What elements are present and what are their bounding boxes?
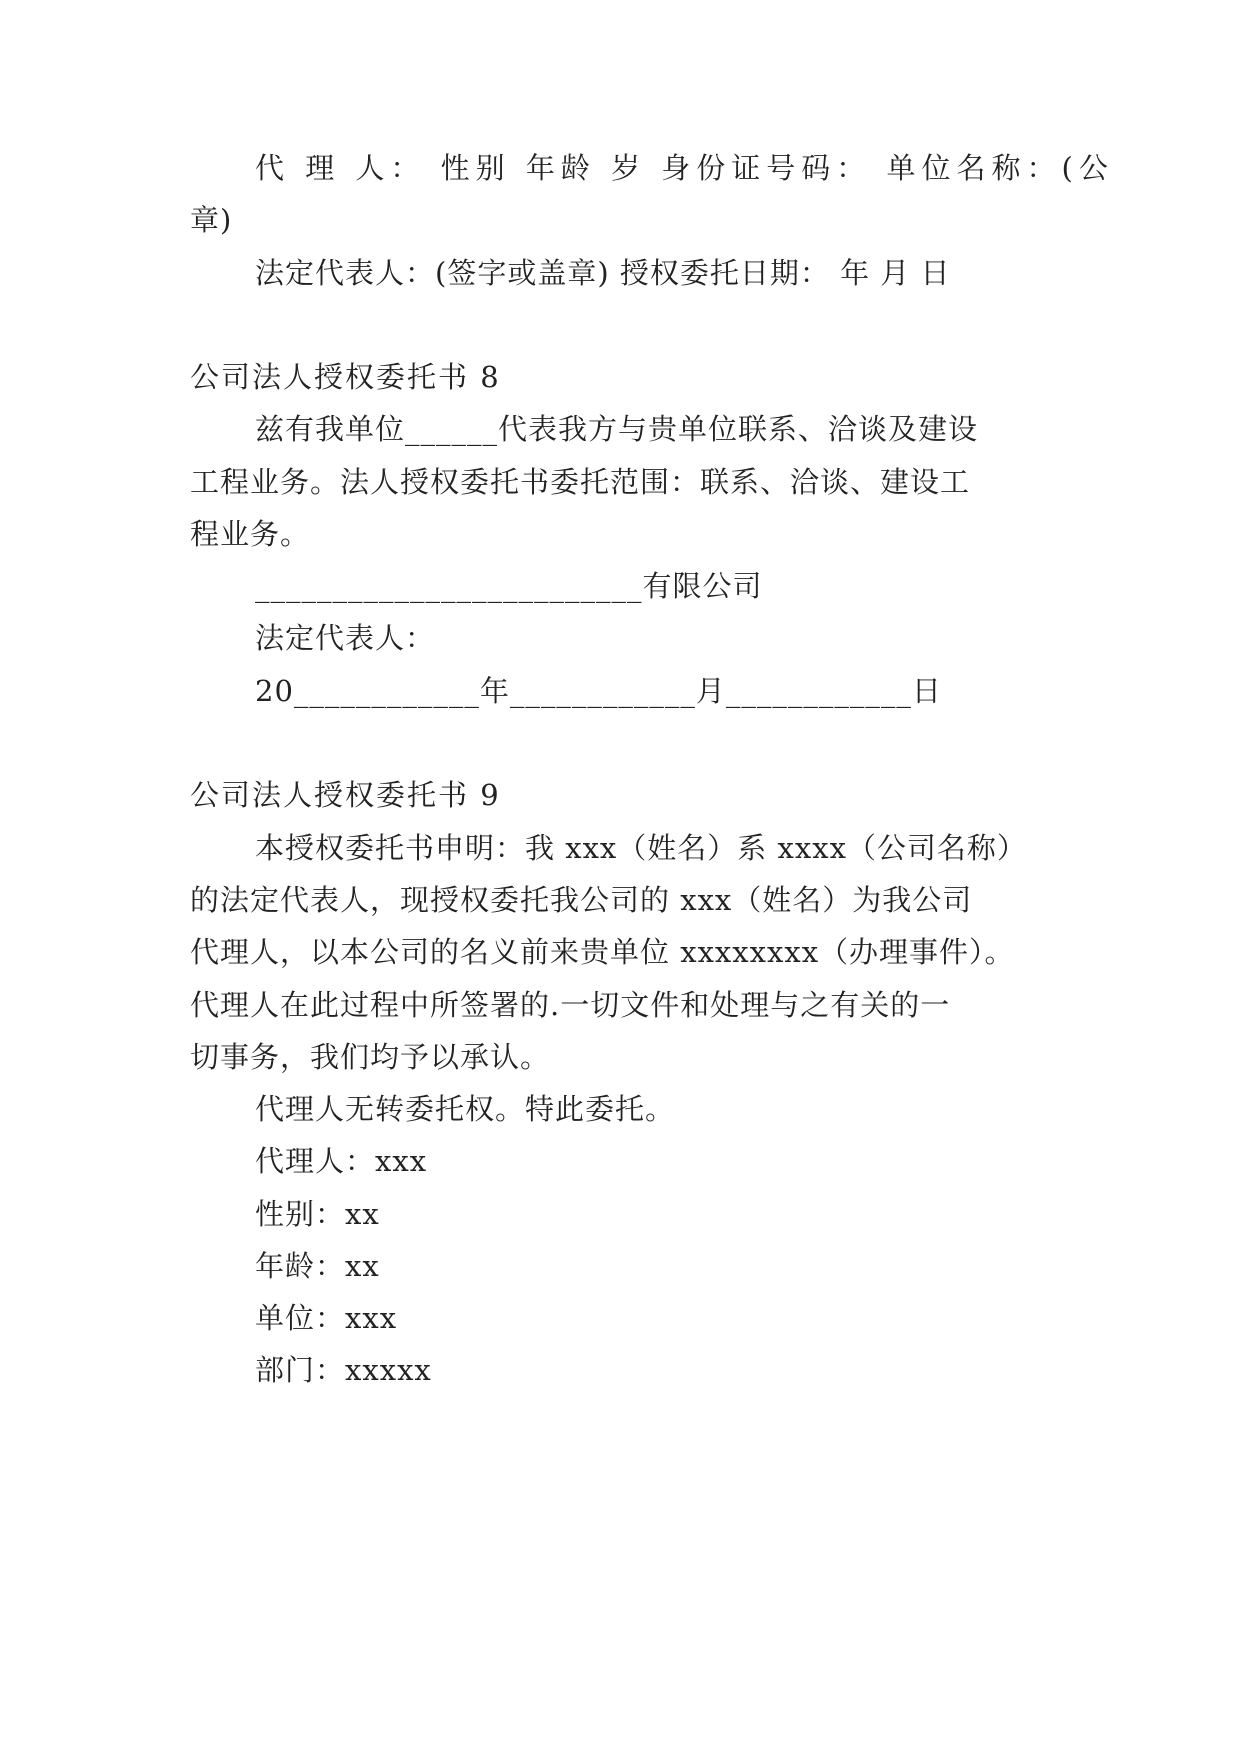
legal-rep-label: 法定代表人： bbox=[255, 621, 436, 655]
unit-field: 单位：xxx bbox=[255, 1301, 398, 1335]
section-9-para-line: 的法定代表人，现授权委托我公司的 xxx（姓名）为我公司 bbox=[190, 883, 973, 917]
agent-info-line: 代 理 人： 性别 年龄 岁 身份证号码： 单位名称：(公 bbox=[255, 151, 1114, 185]
agent-field: 代理人：xxx bbox=[255, 1144, 428, 1178]
section-8-para-line: 程业务。 bbox=[190, 517, 311, 551]
company-name-line: _________________________有限公司 bbox=[255, 569, 763, 603]
department-field: 部门：xxxxx bbox=[255, 1353, 432, 1387]
no-transfer-statement: 代理人无转委托权。特此委托。 bbox=[255, 1092, 676, 1126]
date-line: 20____________年____________月____________日 bbox=[255, 674, 942, 708]
section-9-para-line: 代理人在此过程中所签署的.一切文件和处理与之有关的一 bbox=[190, 988, 951, 1022]
legal-rep-date-line: 法定代表人：(签字或盖章) 授权委托日期： 年 月 日 bbox=[255, 256, 951, 290]
age-field: 年龄：xx bbox=[255, 1249, 380, 1283]
section-8-para-line: 兹有我单位______代表我方与贵单位联系、洽谈及建设 bbox=[255, 412, 979, 446]
section-8-title: 公司法人授权委托书 8 bbox=[190, 360, 501, 394]
section-9-para-line: 代理人，以本公司的名义前来贵单位 xxxxxxxx（办理事件）。 bbox=[190, 935, 1015, 969]
section-9-title: 公司法人授权委托书 9 bbox=[190, 778, 501, 812]
section-9-para-line: 切事务，我们均予以承认。 bbox=[190, 1040, 551, 1074]
section-9-para-line: 本授权委托书申明：我 xxx（姓名）系 xxxx（公司名称） bbox=[255, 831, 1027, 865]
section-8-para-line: 工程业务。法人授权委托书委托范围：联系、洽谈、建设工 bbox=[190, 465, 971, 499]
agent-info-line-cont: 章) bbox=[190, 203, 233, 237]
gender-field: 性别：xx bbox=[255, 1197, 380, 1231]
